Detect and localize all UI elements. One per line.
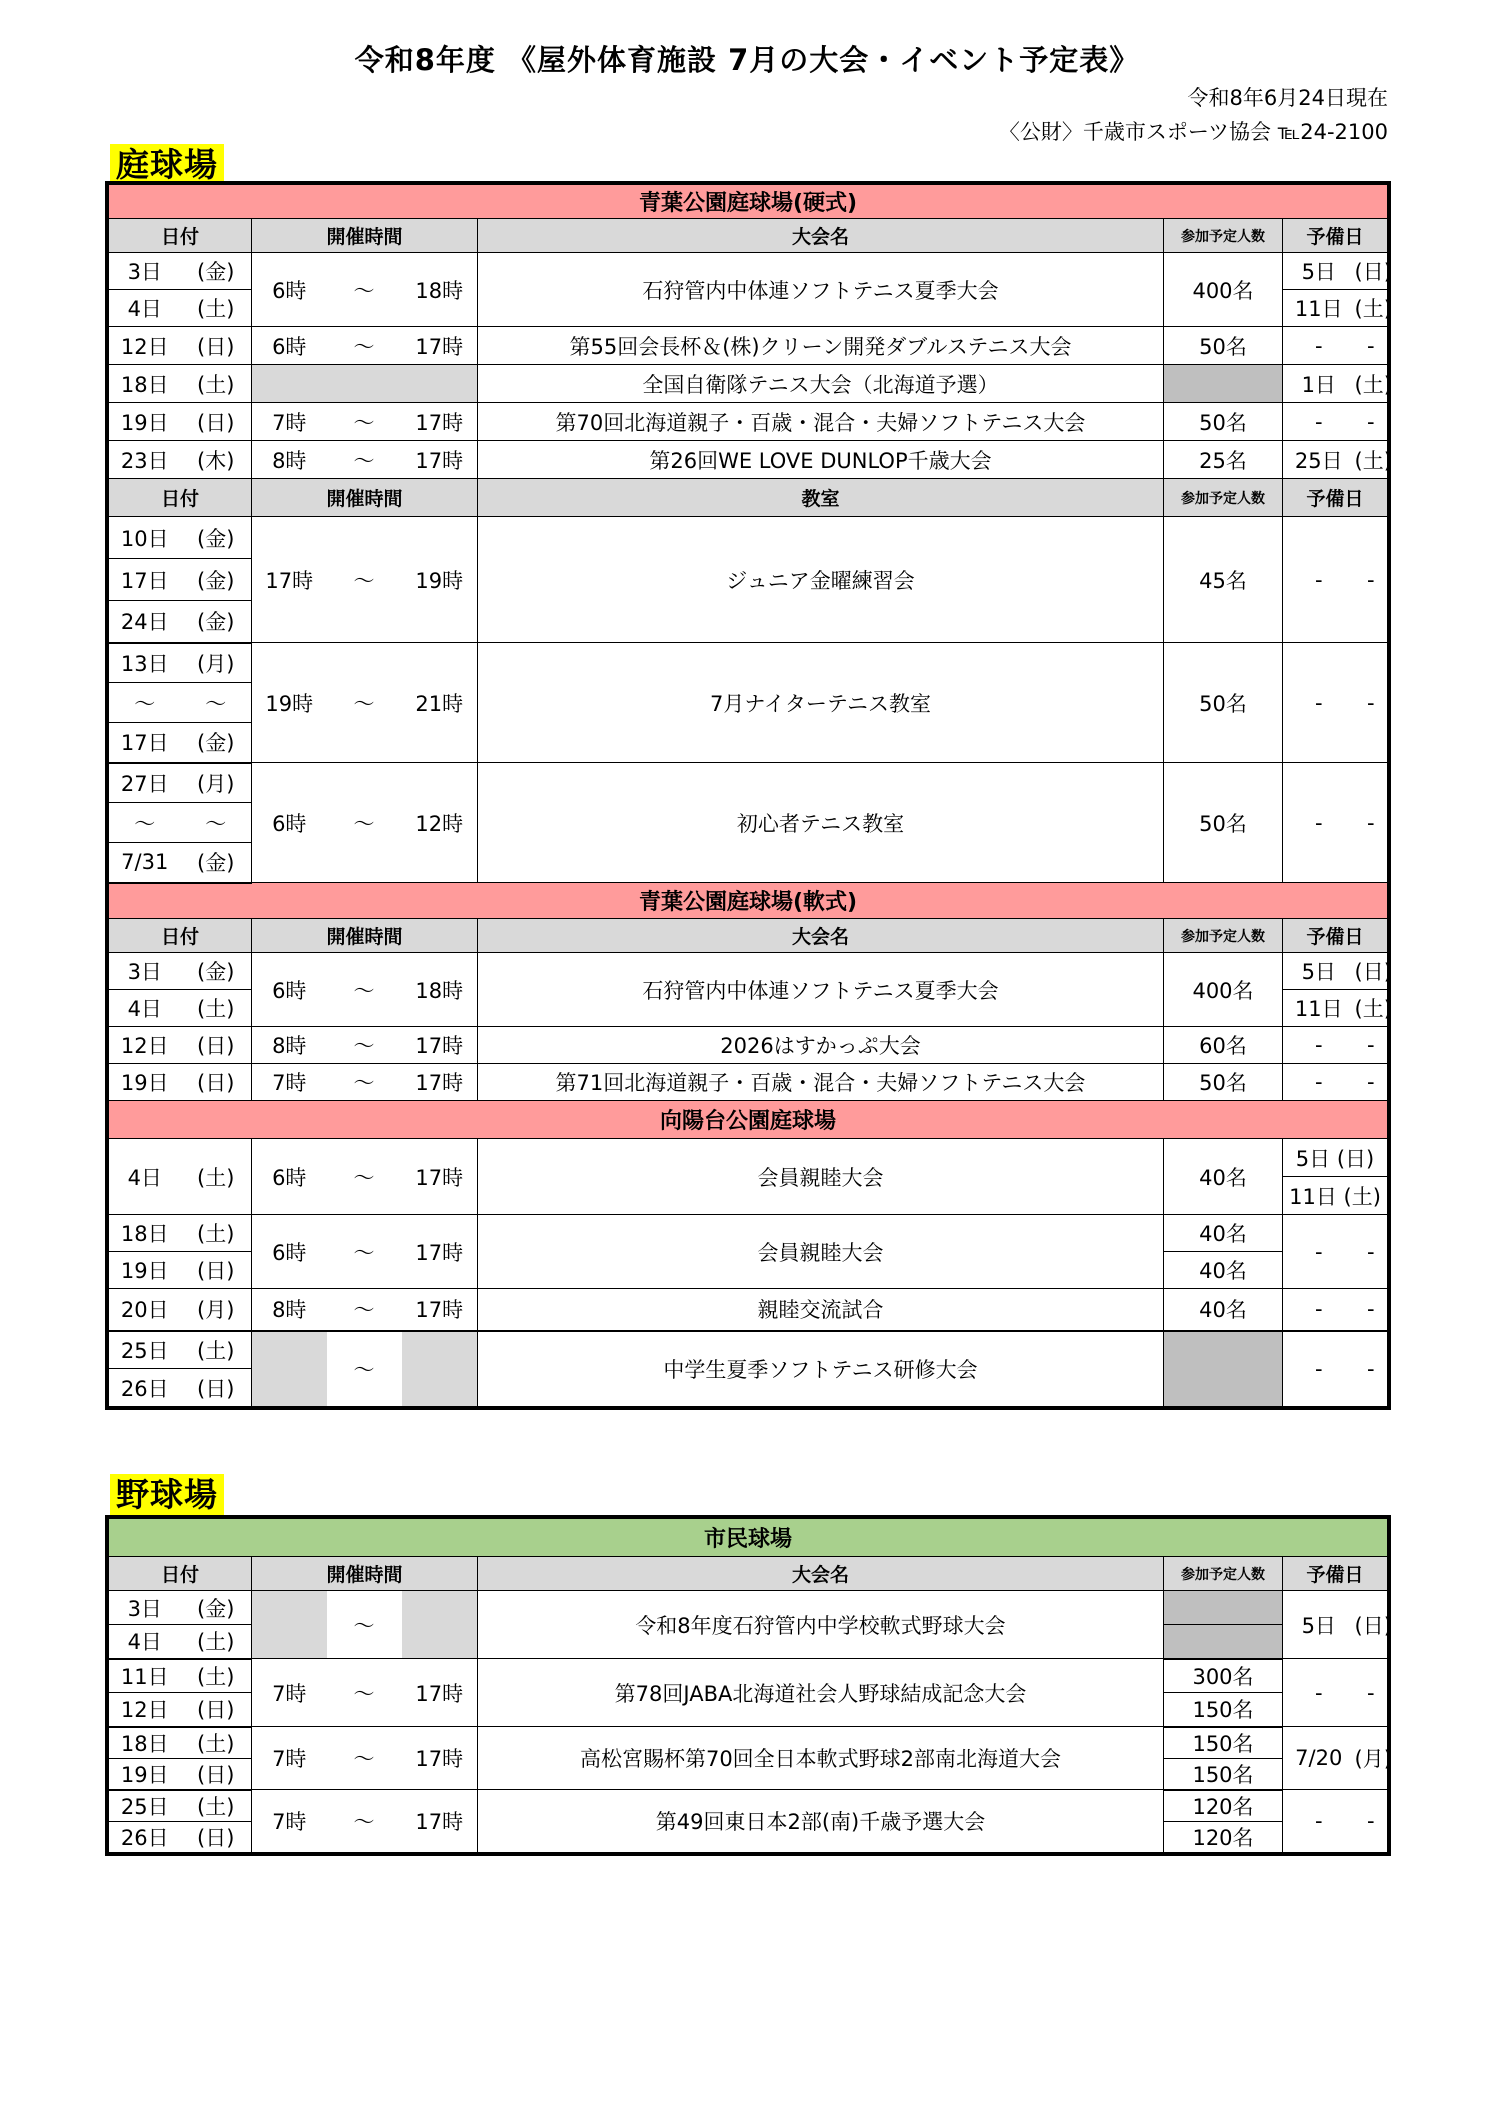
venue-name: 青葉公園庭球場(軟式) [109,883,1388,919]
date-cell: 13日 [109,643,181,683]
reserve-day: 5日 (日) [1283,1139,1388,1177]
date-cell: 19日 [109,1758,181,1790]
reserve-weekday: (日) [1355,1591,1388,1659]
participants: 25名 [1164,441,1283,479]
weekday-cell: (日) [181,1369,252,1407]
start-time: 8時 [252,441,327,479]
header-date: 日付 [109,1557,252,1591]
weekday-cell: (月) [181,643,252,683]
start-time: 7時 [252,1727,327,1790]
table-row [109,643,1388,683]
table-row [109,365,1388,403]
weekday-cell: (日) [181,1027,252,1064]
time-tilde: ～ [327,327,402,365]
time-tilde: ～ [327,253,402,327]
participants: 45名 [1164,517,1283,643]
reserve-weekday: - [1355,1331,1388,1407]
event-name: 2026はすかっぷ大会 [478,1027,1164,1064]
start-time: 6時 [252,1215,327,1289]
reserve-weekday: (月) [1355,1727,1388,1790]
event-name: 第70回北海道親子・百歳・混合・夫婦ソフトテニス大会 [478,403,1164,441]
weekday-cell: (土) [181,990,252,1027]
reserve-weekday: (土) [1355,290,1388,327]
date-cell: 12日 [109,1693,181,1727]
date-cell: 25日 [109,1331,181,1369]
class-name: ジュニア金曜練習会 [478,517,1164,643]
venue-row [109,1519,1388,1557]
time-tilde: ～ [327,643,402,763]
weekday-cell: (金) [181,559,252,601]
reserve-weekday: - [1355,1659,1388,1727]
participants: 50名 [1164,1064,1283,1101]
start-time: 6時 [252,327,327,365]
header-row [109,479,1388,517]
start-time-blank [252,1331,327,1407]
organization: 〈公財〉千歳市スポーツ協会 ℡24-2100 [998,120,1388,144]
date-cell: 12日 [109,1027,181,1064]
date-cell: 27日 [109,763,181,803]
start-time: 7時 [252,1659,327,1727]
participants: 50名 [1164,327,1283,365]
date-cell: 26日 [109,1821,181,1852]
start-time: 8時 [252,1289,327,1331]
reserve-date: 5日 [1283,253,1355,290]
weekday-cell: (土) [181,1625,252,1659]
header-participants: 参加予定人数 [1164,1557,1283,1591]
time-tilde: ～ [327,1139,402,1215]
reserve-date: 5日 [1283,953,1355,990]
start-time: 6時 [252,763,327,883]
as-of-date: 令和8年6月24日現在 [1187,86,1388,110]
event-name: 第78回JABA北海道社会人野球結成記念大会 [478,1659,1164,1727]
header-row [109,219,1388,253]
weekday-cell: (金) [181,843,252,883]
table-row [109,1331,1388,1369]
weekday-cell: (金) [181,953,252,990]
reserve-weekday: - [1355,1027,1388,1064]
date-cell: 24日 [109,601,181,643]
reserve-weekday: - [1355,517,1388,643]
reserve-weekday: (日) [1355,953,1388,990]
end-time: 18時 [402,253,478,327]
start-time-blank [252,1591,327,1659]
participants: 120名 [1164,1790,1283,1822]
header-reserve: 予備日 [1283,479,1388,517]
participants: 40名 [1164,1252,1283,1289]
event-name: 高松宮賜杯第70回全日本軟式野球2部南北海道大会 [478,1727,1164,1790]
page-title: 令和8年度 《屋外体育施設 7月の大会・イベント予定表》 [354,43,1140,77]
end-time: 17時 [402,1064,478,1101]
date-cell: 19日 [109,403,181,441]
reserve-date: - [1283,1659,1355,1727]
venue-name: 向陽台公園庭球場 [109,1101,1388,1139]
baseball-schedule-table [108,1518,1392,1853]
weekday-cell: (土) [181,1727,252,1759]
participants-blank [1164,1591,1283,1625]
reserve-date: 11日 [1283,290,1355,327]
reserve-weekday: - [1355,1289,1388,1331]
header-reserve: 予備日 [1283,219,1388,253]
time-blank [252,365,478,403]
weekday-cell: (金) [181,253,252,290]
class-name: 初心者テニス教室 [478,763,1164,883]
end-time: 21時 [402,643,478,763]
table-row [109,1727,1388,1759]
weekday-cell: (日) [181,1693,252,1727]
participants: 60名 [1164,1027,1283,1064]
header-reserve: 予備日 [1283,919,1388,953]
table-row [109,1064,1388,1101]
participants: 400名 [1164,253,1283,327]
date-cell: 4日 [109,990,181,1027]
weekday-cell: (月) [181,763,252,803]
weekday-cell: ～ [181,683,252,723]
venue-row [109,883,1388,919]
date-cell: 26日 [109,1369,181,1407]
table-row [109,1289,1388,1331]
header-participants: 参加予定人数 [1164,219,1283,253]
participants-blank [1164,1625,1283,1659]
reserve-date: 11日 [1283,990,1355,1027]
date-cell: 4日 [109,1625,181,1659]
date-cell: 18日 [109,1215,181,1252]
participants: 50名 [1164,763,1283,883]
time-tilde: ～ [327,1591,402,1659]
end-time: 17時 [402,1215,478,1289]
start-time: 6時 [252,253,327,327]
header-event: 大会名 [478,919,1164,953]
participants: 300名 [1164,1659,1283,1693]
reserve-date: 25日 [1283,441,1355,479]
date-cell: 19日 [109,1064,181,1101]
reserve-date: 7/20 [1283,1727,1355,1790]
time-tilde: ～ [327,1064,402,1101]
time-tilde: ～ [327,763,402,883]
reserve-weekday: (土) [1355,365,1388,403]
time-tilde: ～ [327,1727,402,1790]
time-tilde: ～ [327,517,402,643]
weekday-cell: ～ [181,803,252,843]
weekday-cell: (土) [181,1215,252,1252]
time-tilde: ～ [327,1027,402,1064]
weekday-cell: (日) [181,403,252,441]
start-time: 17時 [252,517,327,643]
header-date: 日付 [109,219,252,253]
header-time: 開催時間 [252,479,478,517]
date-cell: 3日 [109,253,181,290]
reserve-date: - [1283,1790,1355,1853]
weekday-cell: (金) [181,601,252,643]
participants: 50名 [1164,643,1283,763]
class-name: 7月ナイターテニス教室 [478,643,1164,763]
date-cell: 25日 [109,1790,181,1822]
header-date: 日付 [109,479,252,517]
table-row [109,1591,1388,1625]
participants: 150名 [1164,1693,1283,1727]
header-event: 大会名 [478,219,1164,253]
end-time: 17時 [402,1027,478,1064]
table-row [109,253,1388,290]
date-cell: 18日 [109,365,181,403]
weekday-cell: (木) [181,441,252,479]
event-name: 会員親睦大会 [478,1139,1164,1215]
table-row [109,1215,1388,1252]
table-row [109,763,1388,803]
date-cell: 20日 [109,1289,181,1331]
end-time: 19時 [402,517,478,643]
section-label-baseball: 野球場 [110,1474,224,1516]
table-row [109,327,1388,365]
header-class: 教室 [478,479,1164,517]
participants-blank [1164,365,1283,403]
time-tilde: ～ [327,1215,402,1289]
weekday-cell: (土) [181,1139,252,1215]
time-tilde: ～ [327,953,402,1027]
header-time: 開催時間 [252,919,478,953]
reserve-weekday: (土) [1355,441,1388,479]
end-time: 17時 [402,327,478,365]
end-time-blank [402,1591,478,1659]
reserve-date: - [1283,1215,1355,1289]
event-name: 第55回会長杯＆(株)クリーン開発ダブルステニス大会 [478,327,1164,365]
weekday-cell: (日) [181,1758,252,1790]
weekday-cell: (月) [181,1289,252,1331]
start-time: 7時 [252,1064,327,1101]
event-name: 第71回北海道親子・百歳・混合・夫婦ソフトテニス大会 [478,1064,1164,1101]
date-cell: 19日 [109,1252,181,1289]
participants: 40名 [1164,1289,1283,1331]
header-participants: 参加予定人数 [1164,919,1283,953]
participants: 120名 [1164,1821,1283,1852]
table-row [109,441,1388,479]
time-tilde: ～ [327,1289,402,1331]
reserve-date: - [1283,763,1355,883]
reserve-weekday: (日) [1355,253,1388,290]
date-cell: ～ [109,683,181,723]
participants-blank [1164,1331,1283,1407]
venue-row [109,1101,1388,1139]
date-cell: 17日 [109,559,181,601]
participants: 150名 [1164,1727,1283,1759]
time-tilde: ～ [327,1331,402,1407]
weekday-cell: (金) [181,1591,252,1625]
weekday-cell: (日) [181,1252,252,1289]
time-tilde: ～ [327,441,402,479]
start-time: 8時 [252,1027,327,1064]
header-reserve: 予備日 [1283,1557,1388,1591]
time-tilde: ～ [327,1659,402,1727]
reserve-weekday: - [1355,763,1388,883]
event-name: 石狩管内中体連ソフトテニス夏季大会 [478,253,1164,327]
weekday-cell: (土) [181,1790,252,1822]
weekday-cell: (金) [181,723,252,763]
date-cell: 10日 [109,517,181,559]
event-name: 令和8年度石狩管内中学校軟式野球大会 [478,1591,1164,1659]
reserve-weekday: - [1355,1790,1388,1853]
section-label-tennis: 庭球場 [110,144,224,186]
event-name: 第26回WE LOVE DUNLOP千歳大会 [478,441,1164,479]
table-row [109,1790,1388,1822]
reserve-weekday: - [1355,643,1388,763]
reserve-weekday: - [1355,1215,1388,1289]
header-row [109,1557,1388,1591]
weekday-cell: (日) [181,1821,252,1852]
end-time: 17時 [402,1289,478,1331]
date-cell: 4日 [109,1139,181,1215]
participants: 50名 [1164,403,1283,441]
end-time: 12時 [402,763,478,883]
reserve-date: - [1283,517,1355,643]
reserve-date: 5日 [1283,1591,1355,1659]
end-time-blank [402,1331,478,1407]
venue-name: 青葉公園庭球場(硬式) [109,185,1388,219]
date-cell: 11日 [109,1659,181,1693]
date-cell: 12日 [109,327,181,365]
time-tilde: ～ [327,403,402,441]
event-name: 親睦交流試合 [478,1289,1164,1331]
start-time: 6時 [252,1139,327,1215]
end-time: 17時 [402,1139,478,1215]
table-row [109,1139,1388,1177]
reserve-date: - [1283,327,1355,365]
event-name: 中学生夏季ソフトテニス研修大会 [478,1331,1164,1407]
date-cell: 7/31 [109,843,181,883]
weekday-cell: (土) [181,1331,252,1369]
date-cell: 4日 [109,290,181,327]
weekday-cell: (金) [181,517,252,559]
header-date: 日付 [109,919,252,953]
event-name: 全国自衛隊テニス大会（北海道予選） [478,365,1164,403]
venue-row [109,185,1388,219]
table-row [109,953,1388,990]
reserve-weekday: - [1355,403,1388,441]
table-row [109,1659,1388,1693]
end-time: 18時 [402,953,478,1027]
weekday-cell: (日) [181,327,252,365]
reserve-date: - [1283,643,1355,763]
start-time: 19時 [252,643,327,763]
reserve-weekday: - [1355,1064,1388,1101]
end-time: 17時 [402,441,478,479]
reserve-date: - [1283,403,1355,441]
reserve-weekday: - [1355,327,1388,365]
participants: 150名 [1164,1758,1283,1790]
header-time: 開催時間 [252,1557,478,1591]
date-cell: 3日 [109,1591,181,1625]
tennis-schedule-table [108,184,1392,1407]
reserve-day: 11日 (土) [1283,1177,1388,1215]
date-cell: 18日 [109,1727,181,1759]
reserve-date: - [1283,1331,1355,1407]
header-time: 開催時間 [252,219,478,253]
end-time: 17時 [402,1790,478,1853]
event-name: 会員親睦大会 [478,1215,1164,1289]
end-time: 17時 [402,1659,478,1727]
header-row [109,919,1388,953]
participants: 40名 [1164,1215,1283,1252]
time-tilde: ～ [327,1790,402,1853]
weekday-cell: (日) [181,1064,252,1101]
header-participants: 参加予定人数 [1164,479,1283,517]
date-cell: ～ [109,803,181,843]
table-row [109,517,1388,559]
start-time: 6時 [252,953,327,1027]
start-time: 7時 [252,1790,327,1853]
reserve-date: 1日 [1283,365,1355,403]
reserve-date: - [1283,1027,1355,1064]
header-event: 大会名 [478,1557,1164,1591]
reserve-date: - [1283,1289,1355,1331]
table-row [109,403,1388,441]
table-row [109,1027,1388,1064]
date-cell: 23日 [109,441,181,479]
weekday-cell: (土) [181,365,252,403]
event-name: 石狩管内中体連ソフトテニス夏季大会 [478,953,1164,1027]
weekday-cell: (土) [181,1659,252,1693]
participants: 400名 [1164,953,1283,1027]
date-cell: 17日 [109,723,181,763]
weekday-cell: (土) [181,290,252,327]
start-time: 7時 [252,403,327,441]
end-time: 17時 [402,1727,478,1790]
venue-name: 市民球場 [109,1519,1388,1557]
reserve-weekday: (土) [1355,990,1388,1027]
end-time: 17時 [402,403,478,441]
participants: 40名 [1164,1139,1283,1215]
date-cell: 3日 [109,953,181,990]
reserve-date: - [1283,1064,1355,1101]
event-name: 第49回東日本2部(南)千歳予選大会 [478,1790,1164,1853]
